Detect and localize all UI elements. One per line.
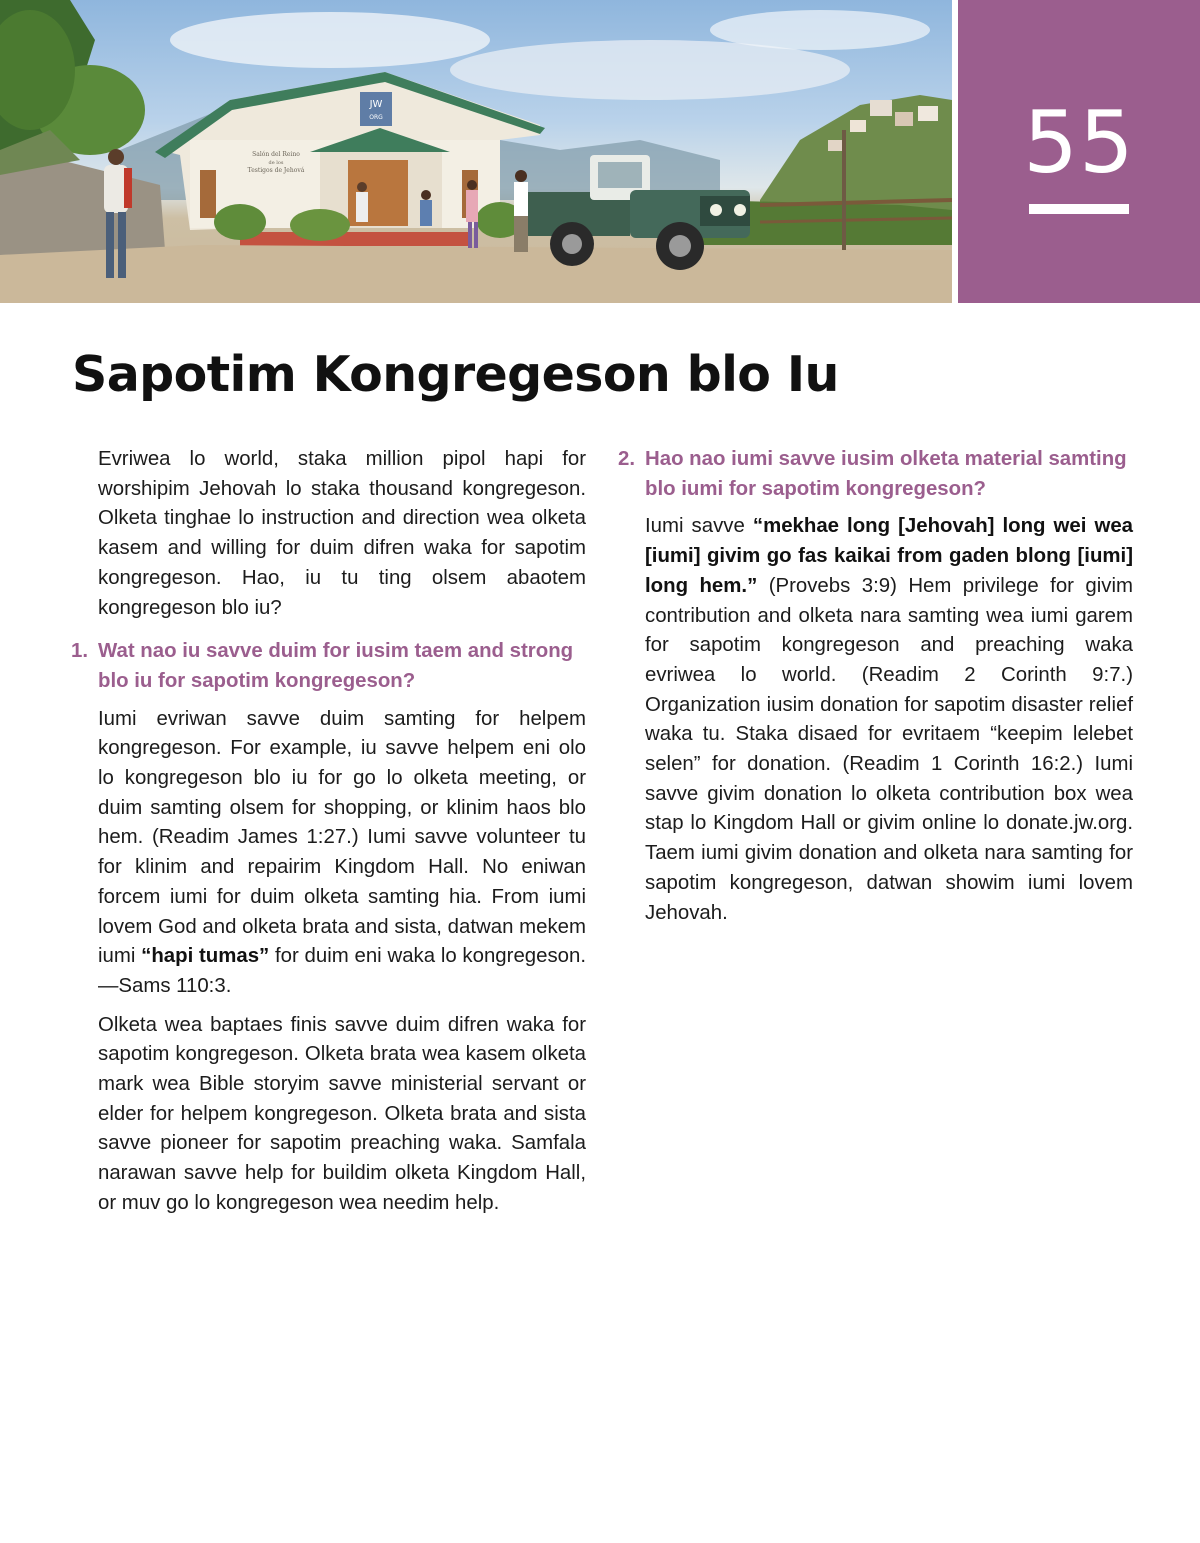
intro-paragraph: Evriwea lo world, staka million pipol hapi for worshipim Jehovah lo staka thousand kongregeson. Olketa tinghae lo instruction and direction wea olketa kasem and willing for duim difren waka for sapotim kongregeson. Hao, iu tu ting olsem abaotem kongregeson blo iu? (98, 448, 586, 619)
section-1-paragraph-2: Olketa wea baptaes finis savve duim difren waka for sapotim kongregeson. Olketa brata wea kasem olketa mark wea Bible storyim savve ministerial servant or elder for helpem kongregeson. Olketa brata and sista savve pioneer for sapotim preaching waka. Samfala narawan savve help for buildim olketa Kingdom Hall, or muv go lo kongregeson wea needim help. (98, 1013, 586, 1214)
left-column (71, 445, 587, 1228)
chapter-number-underline (1029, 204, 1129, 214)
building-name-line-2: de los (268, 160, 284, 166)
org-logo-text: ORG (369, 114, 383, 121)
question-2-number: 2. (618, 448, 636, 470)
page-title: Sapotim Kongregeson blo Iu (72, 346, 839, 403)
question-1 (71, 637, 586, 696)
section-2-paragraph-1-quote: “mekhae long [Jehovah] long wei wea [iumi] givim go fas kaikai from gaden blong [iumi] long hem.” (645, 515, 1133, 597)
section-1-paragraph-1-text-a: Iumi evriwan savve duim samting for helpem kongregeson. For example, iu savve helpem eni olo lo kongregeson blo iu for go lo olketa meeting, or duim samting olsem for shopping, or klinim haos blo hem. (Readim James 1:27.) Iumi savve volunteer tu for klinim and repairim Kingdom Hall. No eniwan forcem iumi for duim olketa samting hia. From iumi lovem God and olketa brata and sista, datwan mekem iumi (98, 707, 586, 968)
section-1-paragraph-1-text-b: for duim eni waka lo kongregeson.—Sams 110:3. (98, 945, 587, 997)
building-name-line-3: Testigos de Jehová (247, 167, 305, 174)
building-name-line-1: Salón del Reino (252, 151, 300, 158)
question-1-number: 1. (71, 640, 89, 663)
section-2-paragraph-1-text-a: Iumi savve (645, 515, 753, 538)
section-1-paragraph-1 (98, 705, 586, 1002)
right-column (618, 445, 1133, 937)
section-2-paragraph-1 (645, 512, 1133, 928)
header-photo (0, 0, 952, 303)
chapter-number: 55 (1023, 93, 1135, 193)
chapter-badge (958, 0, 1200, 303)
question-2 (618, 445, 1133, 504)
section-2-paragraph-1-text-b: (Provebs 3:9) Hem privilege for givim contribution and olketa nara samting wea iumi garem for sapotim kongregeson and preaching waka evriwea lo world. (Readim 2 Corinth 9:7.) Organization iusim donation for sapotim disaster relief waka tu. Staka disaed for evritaem “keepim lelebet selen” for donation. (Readim 1 Corinth 16:2.) Iumi savve givim donation lo olketa contribution box wea stap lo Kingdom Hall or givim online lo donate.jw.org. Taem iumi givim donation and olketa nara samting for sapotim kongregeson, datwan showim iumi lovem Jehovah. (645, 574, 1133, 924)
question-2-text: Hao nao iumi savve iusim olketa material samting blo iumi for sapotim kongregeson? (645, 448, 1127, 500)
jw-logo-text: JW (369, 99, 383, 110)
question-1-text: Wat nao iu savve duim for iusim taem and strong blo iu for sapotim kongregeson? (98, 640, 574, 692)
kingdom-hall-scene-image (0, 0, 952, 303)
section-1-paragraph-1-quote: “hapi tumas” (141, 945, 270, 968)
